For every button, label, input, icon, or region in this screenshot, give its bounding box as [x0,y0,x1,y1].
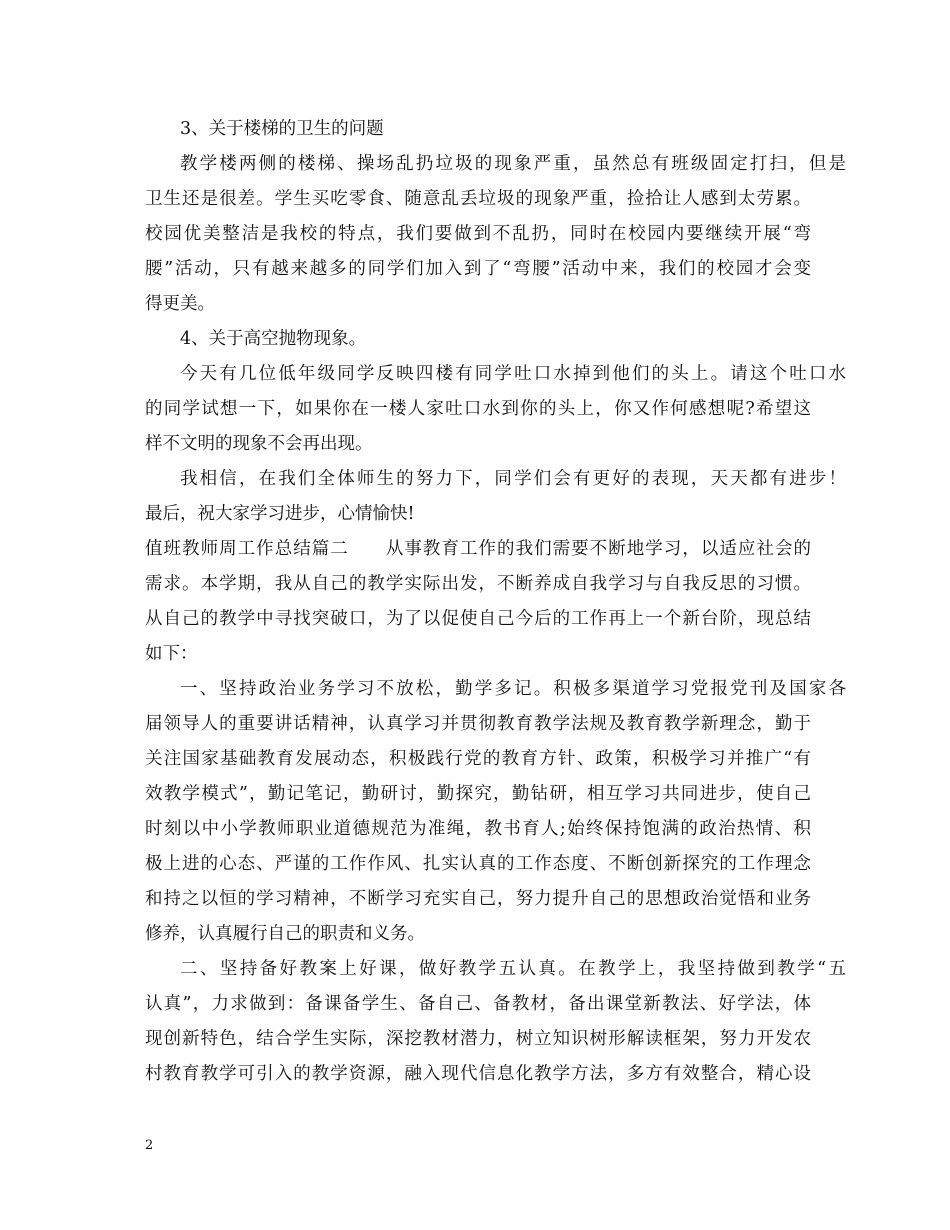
text-line: 极上进的心态、严谨的工作作风、扎实认真的工作态度、不断创新探究的工作理念 [145,854,811,874]
text-line: 如下： [145,644,198,664]
text-line: 我相信，在我们全体师生的努力下，同学们会有更好的表现，天天都有进步！ [180,469,846,489]
page-number: 2 [145,1138,154,1153]
text-line: 效教学模式”，勤记笔记，勤研讨，勤探究，勤钻研，相互学习共同进步，使自己 [145,784,811,804]
text-line: 关注国家基础教育发展动态，积极践行党的教育方针、政策，积极学习并推广“有 [145,749,811,769]
text-line: 时刻以中小学教师职业道德规范为准绳，教书育人;始终保持饱满的政治热情、积 [145,819,811,839]
section-heading-high-altitude: 4、关于高空抛物现象。 [180,329,367,349]
text-line: 卫生还是很差。学生买吃零食、随意乱丢垃圾的现象严重，捡拾让人感到太劳累。 [145,189,811,209]
text-line: 二、坚持备好教案上好课，做好教学五认真。在教学上，我坚持做到教学“五 [180,959,846,979]
text-line: 校园优美整洁是我校的特点，我们要做到不乱扔，同时在校园内要继续开展“弯 [145,224,811,244]
text-line: 样不文明的现象不会再出现。 [145,434,373,454]
text-line: 一、坚持政治业务学习不放松，勤学多记。积极多渠道学习党报党刊及国家各 [180,679,846,699]
text-line: 需求。本学期，我从自己的教学实际出发，不断养成自我学习与自我反思的习惯。 [145,574,811,594]
document-body [145,112,846,1092]
text-line: 最后，祝大家学习进步，心情愉快! [145,504,415,524]
text-line: 村教育教学可引入的教学资源，融入现代信息化教学方法，多方有效整合，精心设 [145,1064,811,1084]
text-line: 认真”，力求做到：备课备学生、备自己、备教材，备出课堂新教法、好学法，体 [145,994,811,1014]
text-line: 的同学试想一下，如果你在一楼人家吐口水到你的头上，你又作何感想呢?希望这 [145,399,811,419]
text-line: 和持之以恒的学习精神，不断学习充实自己，努力提升自己的思想政治觉悟和业务 [145,889,811,909]
article-title-line: 值班教师周工作总结篇二 从事教育工作的我们需要不断地学习，以适应社会的 [145,539,811,559]
text-line: 今天有几位低年级同学反映四楼有同学吐口水掉到他们的头上。请这个吐口水 [180,364,846,384]
text-line: 修养，认真履行自己的职责和义务。 [145,924,425,944]
text-line: 教学楼两侧的楼梯、操场乱扔垃圾的现象严重，虽然总有班级固定打扫，但是 [180,154,846,174]
text-line: 从自己的教学中寻找突破口，为了以促使自己今后的工作再上一个新台阶，现总结 [145,609,811,629]
text-line: 得更美。 [145,294,215,314]
text-line: 腰”活动，只有越来越多的同学们加入到了“弯腰”活动中来，我们的校园才会变 [145,259,811,279]
section-heading-stairs: 3、关于楼梯的卫生的问题 [180,119,384,139]
text-line: 现创新特色，结合学生实际，深挖教材潜力，树立知识树形解读框架，努力开发农 [145,1029,811,1049]
text-line: 届领导人的重要讲话精神，认真学习并贯彻教育教学法规及教育教学新理念，勤于 [145,714,811,734]
